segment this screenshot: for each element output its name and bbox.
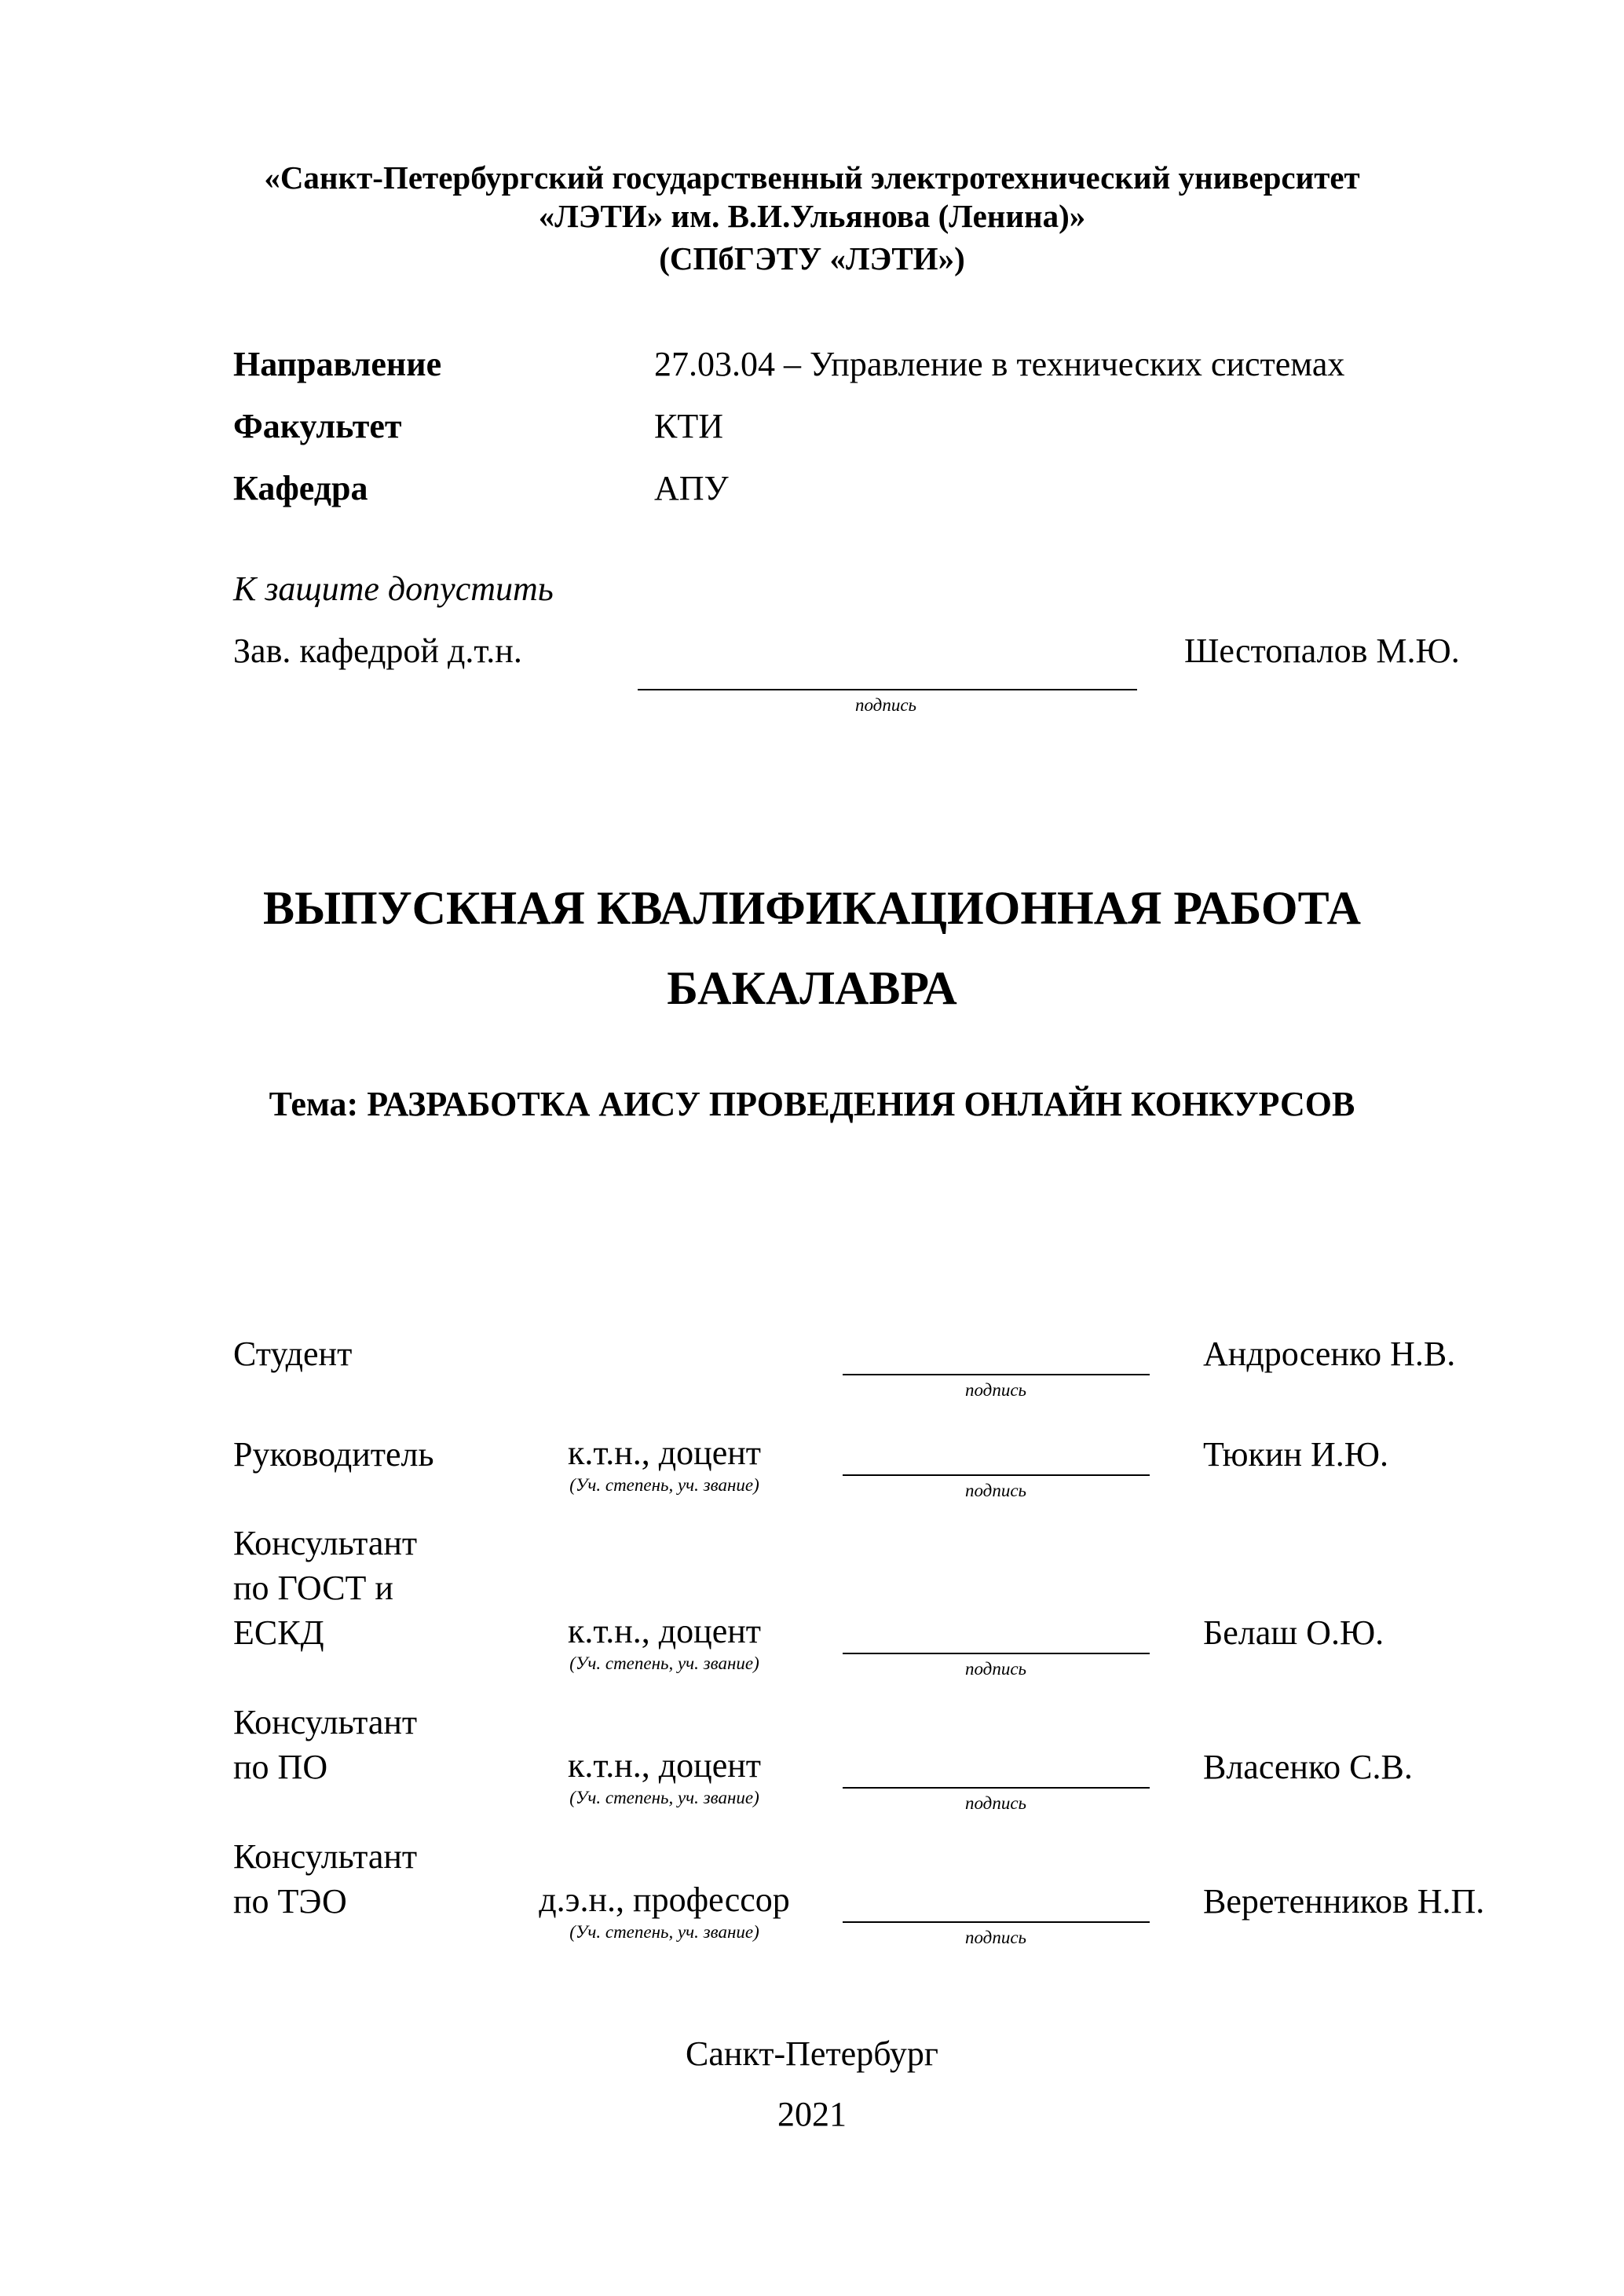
signatory-role-line: по ПО bbox=[233, 1748, 328, 1786]
signature-line bbox=[843, 1921, 1150, 1923]
signatory-degree-caption: (Уч. степень, уч. звание) bbox=[569, 1788, 759, 1807]
signature-line bbox=[843, 1653, 1150, 1654]
signatory-degree: к.т.н., доцент bbox=[567, 1746, 762, 1785]
faculty-label: Факультет bbox=[233, 407, 402, 445]
admission-heading: К защите допустить bbox=[233, 569, 554, 608]
direction-value: 27.03.04 – Управление в технических системах bbox=[654, 345, 1345, 383]
signatory-name: Белаш О.Ю. bbox=[1203, 1613, 1384, 1652]
signatory-name: Тюкин И.Ю. bbox=[1203, 1435, 1389, 1474]
signatory-name: Андросенко Н.В. bbox=[1203, 1335, 1456, 1373]
signatory-role-line: Консультант bbox=[233, 1837, 418, 1876]
signatory-role-line: Консультант bbox=[233, 1524, 418, 1562]
signature-caption: подпись bbox=[964, 1380, 1026, 1400]
department-label: Кафедра bbox=[233, 469, 368, 507]
signature-caption: подпись bbox=[964, 1793, 1026, 1813]
year: 2021 bbox=[777, 2095, 847, 2133]
signatory-role-line: Руководитель bbox=[233, 1435, 434, 1474]
department-value: АПУ bbox=[654, 469, 729, 507]
signature-line bbox=[638, 689, 1137, 690]
signatory-role-line: по ТЭО bbox=[233, 1882, 347, 1921]
university-name-line2: «ЛЭТИ» им. В.И.Ульянова (Ленина)» bbox=[538, 198, 1086, 234]
signatory-degree-caption: (Уч. степень, уч. звание) bbox=[569, 1475, 759, 1495]
signatory-degree-caption: (Уч. степень, уч. звание) bbox=[569, 1922, 759, 1942]
signatory-degree: к.т.н., доцент bbox=[567, 1434, 762, 1472]
signature-line bbox=[843, 1474, 1150, 1476]
faculty-value: КТИ bbox=[654, 407, 723, 445]
signature-caption: подпись bbox=[964, 1928, 1026, 1947]
thesis-topic: Тема: РАЗРАБОТКА АИСУ ПРОВЕДЕНИЯ ОНЛАЙН КОНКУРСОВ bbox=[269, 1085, 1355, 1123]
signatory-role-line: по ГОСТ и bbox=[233, 1569, 393, 1607]
university-name-line1: «Санкт-Петербургский государственный электротехнический университет bbox=[264, 159, 1360, 196]
head-of-department-role: Зав. кафедрой д.т.н. bbox=[233, 632, 522, 670]
city: Санкт-Петербург bbox=[686, 2034, 938, 2073]
signatory-name: Власенко С.В. bbox=[1203, 1748, 1413, 1786]
signatory-role-line: Консультант bbox=[233, 1703, 418, 1741]
document-title-line1: ВЫПУСКНАЯ КВАЛИФИКАЦИОННАЯ РАБОТА bbox=[263, 882, 1361, 934]
document-title-line2: БАКАЛАВРА bbox=[667, 962, 957, 1014]
signature-caption: подпись bbox=[964, 1481, 1026, 1500]
signatory-role-line: ЕСКД bbox=[233, 1613, 324, 1652]
university-abbreviation: (СПбГЭТУ «ЛЭТИ») bbox=[659, 240, 965, 276]
signatory-degree: к.т.н., доцент bbox=[567, 1612, 762, 1650]
signature-caption: подпись bbox=[854, 695, 916, 715]
signature-line bbox=[843, 1374, 1150, 1375]
signatory-degree: д.э.н., профессор bbox=[539, 1880, 790, 1919]
signature-line bbox=[843, 1787, 1150, 1789]
signatory-role-line: Студент bbox=[233, 1335, 353, 1373]
signatory-degree-caption: (Уч. степень, уч. звание) bbox=[569, 1653, 759, 1673]
direction-label: Направление bbox=[233, 345, 442, 383]
head-of-department-name: Шестопалов М.Ю. bbox=[1184, 632, 1460, 670]
signatory-name: Веретенников Н.П. bbox=[1203, 1882, 1485, 1921]
signature-caption: подпись bbox=[964, 1659, 1026, 1679]
